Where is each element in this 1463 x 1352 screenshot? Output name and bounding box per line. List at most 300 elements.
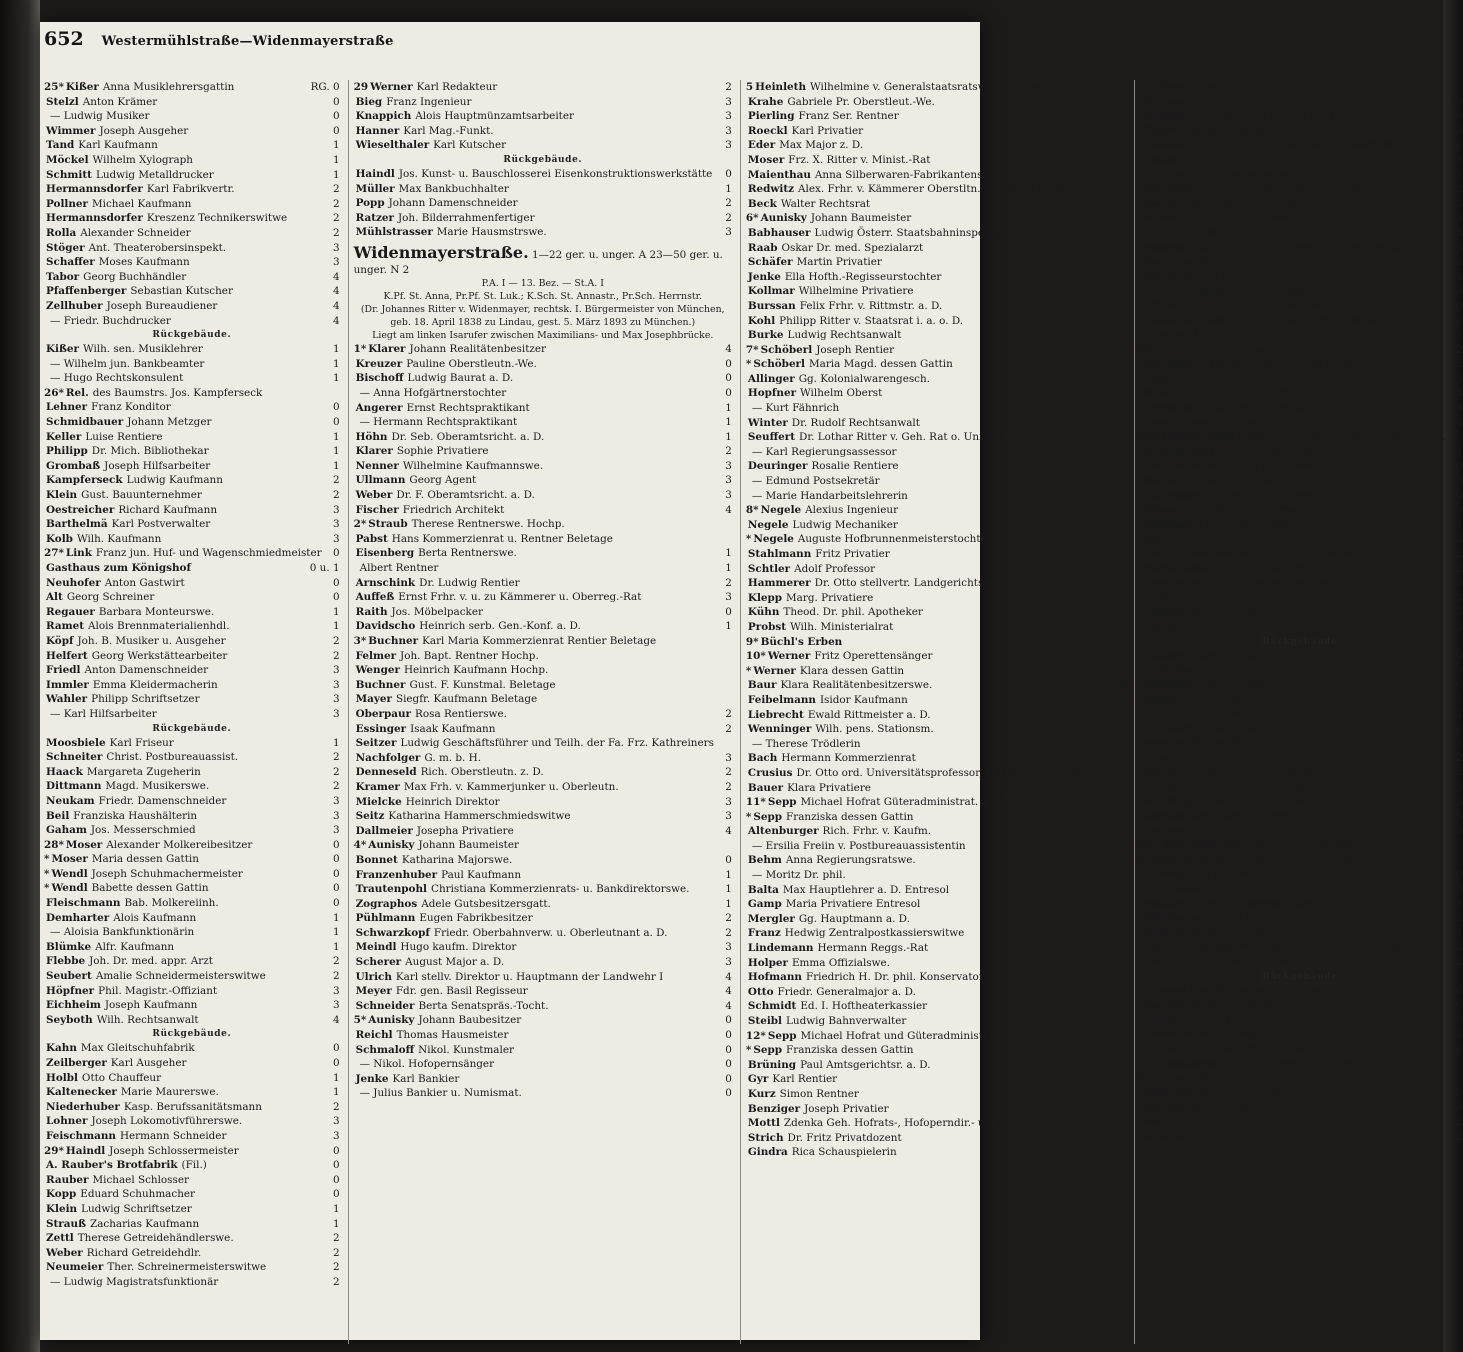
resident-entry: [354, 503, 732, 518]
resident-entry: [354, 342, 732, 357]
resident-details: Therese Getreidehändlerswe.: [77, 1232, 234, 1245]
floor-number: 3: [1119, 153, 1126, 166]
resident-entry: [354, 1028, 732, 1043]
resident-surname: Kampferseck: [46, 474, 123, 487]
floor-number: 4: [1119, 329, 1126, 342]
resident-details: Zdenka Geh. Hofrats-, Hofoperndir.- u. Generalmusikdir.-We.: [783, 1117, 1104, 1130]
resident-details: Joseph Schuhmachermeister: [91, 867, 243, 880]
resident-details: Joseph Rentier: [816, 343, 895, 356]
resident-surname: Rel.: [65, 386, 89, 399]
resident-surname: Link: [65, 547, 92, 560]
resident-details: Wilhelm Xylograph: [92, 153, 193, 166]
floor-number: 2: [725, 81, 732, 93]
floor-number: 0: [1119, 1073, 1126, 1086]
floor-number: 2: [725, 445, 732, 458]
resident-details: Marg. Privatiere: [786, 591, 874, 604]
resident-surname: Werner: [767, 650, 811, 663]
resident-surname: Bieg: [355, 95, 383, 108]
resident-details: Wilhelmine v. Generalstaatsratswe. Exzellenz: [810, 81, 1050, 93]
resident-surname: Davidscho: [355, 620, 416, 633]
floor-number: 3: [1456, 606, 1463, 619]
resident-details: Rosalie Rentiere: [811, 460, 899, 473]
resident-details: Dr. Mich. Bibliothekar: [91, 445, 209, 458]
resident-surname: Lehner: [46, 401, 88, 414]
resident-surname: Müller: [355, 182, 395, 195]
resident-details: Konrad Tapezierer: [1206, 1101, 1305, 1114]
floor-number: 3: [332, 1115, 340, 1128]
resident-details: Johann Baubesitzer: [418, 1014, 522, 1027]
resident-entry: [746, 751, 1126, 766]
resident-surname: Popp: [355, 197, 385, 210]
resident-entry: [746, 1058, 1126, 1073]
resident-details: — Karl Hilfsarbeiter: [50, 707, 157, 720]
resident-entry: [1140, 940, 1463, 955]
floor-number: 0: [1456, 649, 1463, 662]
house-number: *: [745, 664, 752, 677]
resident-surname: Schmid: [1141, 984, 1186, 997]
floor-number: 2: [1456, 751, 1463, 764]
resident-details: Dr. Otto stellvertr. Landgerichtsdirektor: [814, 577, 1027, 590]
resident-entry: [354, 970, 732, 985]
floor-number: 2: [1119, 591, 1126, 604]
resident-surname: Jenke: [355, 1072, 389, 1085]
resident-details: Joseph Tischler: [1195, 926, 1277, 939]
resident-surname: Stelzl: [46, 95, 79, 108]
resident-surname: Möckel: [46, 153, 89, 166]
resident-details: Otto Chauffeur: [81, 1071, 162, 1084]
floor-number: 0: [1119, 854, 1126, 867]
floor-number: 1: [1456, 445, 1463, 458]
floor-number: 3: [1119, 766, 1126, 779]
floor-number: 0: [725, 1087, 732, 1100]
resident-entry: [746, 1116, 1126, 1131]
house-number: 14*: [1139, 81, 1160, 93]
resident-entry: [44, 342, 340, 357]
floor-number: 0: [332, 124, 340, 137]
resident-entry: [44, 590, 340, 605]
resident-entry: [354, 1013, 732, 1028]
resident-surname: Reitmeier: [1147, 1072, 1205, 1085]
resident-details: Friedr. Oberbahnverw. u. Oberleutnant a. D.: [433, 926, 668, 939]
floor-number: 0: [1119, 562, 1126, 575]
resident-entry: [1140, 853, 1463, 868]
resident-surname: Meyer: [355, 985, 392, 998]
house-number: 20*: [1139, 839, 1160, 852]
resident-details: Xaver Taglöhner: [1190, 649, 1278, 662]
resident-surname: Thuringia: [1161, 285, 1220, 298]
resident-details: Wilh. Rechtsanwalt: [96, 1013, 199, 1026]
resident-details: Dr. Seb. Oberamtsricht. a. D.: [391, 430, 545, 443]
floor-number: 3: [1456, 212, 1463, 225]
resident-surname: Reitmeier: [1147, 853, 1205, 866]
resident-entry: [44, 605, 340, 620]
resident-details: Alex. Frhr. v. Kämmerer Oberstltn. u. Leit. d. Gend.-Schule: [798, 183, 1108, 196]
resident-surname: Moosbiele: [46, 736, 106, 749]
resident-entry: [746, 795, 1126, 810]
resident-entry: [44, 386, 340, 401]
resident-details: Franziska dessen Gattin: [786, 810, 914, 823]
resident-entry: [1140, 255, 1463, 270]
floor-number: 0: [1119, 387, 1126, 400]
resident-entry: [354, 1043, 732, 1058]
resident-details: Fdr. gen. Basil Regisseur: [395, 985, 528, 998]
resident-surname: Kaltenecker: [46, 1086, 117, 1099]
floor-number: 0: [332, 1057, 340, 1069]
resident-surname: Schmitz: [1141, 212, 1189, 225]
resident-entry: [1140, 430, 1463, 445]
resident-surname: Scherer: [355, 956, 402, 969]
resident-details: Franziska dessen Gattin: [786, 1044, 914, 1057]
resident-surname: Keller: [46, 430, 82, 443]
resident-surname: Benediter: [1161, 1057, 1220, 1070]
resident-details: Gg. Hauptmann a. D.: [798, 912, 910, 925]
resident-details: Ed. I. Hoftheaterkassier: [800, 1000, 928, 1013]
floor-number: 0: [332, 853, 340, 866]
resident-surname: Gstipl: [1141, 606, 1177, 619]
floor-number: 4: [1119, 197, 1126, 210]
resident-details: Karl Bankier: [392, 1072, 460, 1085]
resident-surname: Büchl's Erben: [760, 635, 843, 648]
house-number: *: [745, 358, 752, 371]
floor-number: 1: [1119, 110, 1126, 123]
resident-surname: Schmidt: [747, 1000, 797, 1013]
resident-entry: [44, 1187, 340, 1202]
floor-number: 3: [725, 226, 732, 239]
resident-surname: Aunisky: [760, 212, 807, 225]
resident-entry: [44, 1013, 340, 1028]
resident-entry: [1140, 1013, 1463, 1028]
resident-entry: [354, 371, 732, 386]
resident-details: Josepha Privatiere: [416, 824, 514, 837]
street-heading: [353, 242, 732, 277]
resident-surname: Schöberl: [753, 358, 805, 371]
resident-details: Friedr. Generalmajor a. D.: [777, 985, 916, 998]
floor-number: 1: [1119, 737, 1126, 750]
resident-entry: [44, 109, 340, 124]
resident-details: Karl Redakteur: [416, 81, 498, 93]
resident-surname: Klepp: [747, 591, 783, 604]
resident-surname: Mayer: [355, 693, 392, 706]
floor-number: 2: [332, 765, 340, 778]
resident-surname: Babhauser: [747, 226, 811, 239]
resident-entry: [746, 284, 1126, 299]
house-number: 10*: [745, 650, 766, 663]
resident-details: Margareta Zugeherin: [86, 765, 201, 778]
resident-details: Gg. Hausmeister: [1199, 124, 1289, 137]
floor-number: 4: [1119, 1117, 1126, 1130]
resident-surname: Gilch: [1141, 1013, 1173, 1026]
resident-entry: [354, 911, 732, 926]
floor-number: 4: [1456, 270, 1463, 283]
resident-entry: [746, 635, 1126, 650]
rear-building-heading: Rückgebäude.: [1262, 636, 1342, 647]
book-binding-shadow: [0, 0, 40, 1352]
resident-details: Georg Schreiner: [1189, 824, 1277, 837]
resident-surname: Hitzler: [1141, 299, 1183, 312]
resident-details: Karl Dr. jur. Bankdirektor: [1181, 372, 1316, 385]
resident-surname: Roeckl: [747, 124, 788, 137]
floor-number: 0: [1119, 372, 1126, 385]
resident-surname: Ramet: [46, 620, 85, 633]
floor-number: 3: [725, 489, 732, 502]
page-header: [44, 28, 1443, 68]
floor-number: 0: [1119, 693, 1126, 706]
resident-surname: Klein: [46, 1202, 78, 1215]
resident-surname: Buchner: [355, 678, 406, 691]
house-number: *: [745, 1044, 752, 1057]
house-number: *: [44, 882, 50, 895]
floor-number: 0: [1456, 285, 1463, 298]
resident-surname: Simon: [1141, 270, 1179, 283]
resident-entry: [746, 649, 1126, 664]
resident-details: — Ersilia Freiin v. Postbureauassistentin: [751, 839, 966, 852]
resident-entry: [746, 80, 1126, 95]
resident-entry: [44, 357, 340, 372]
floor-number: 2: [725, 576, 732, 589]
resident-entry: [44, 649, 340, 664]
resident-entry: [354, 780, 732, 795]
resident-entry: [44, 1114, 340, 1129]
resident-surname: Blümke: [46, 940, 92, 953]
resident-entry: [1140, 314, 1463, 329]
floor-number: 3: [1456, 197, 1463, 210]
resident-surname: Kißer: [46, 343, 79, 356]
resident-surname: Fischer: [1141, 824, 1186, 837]
floor-number: 3: [332, 794, 340, 807]
resident-entry: [746, 722, 1126, 737]
resident-entry: [746, 839, 1126, 854]
resident-details: Hans Bankdirektor: [1205, 256, 1306, 269]
resident-surname: Thorwart: [1141, 124, 1196, 137]
resident-entry: [1140, 882, 1463, 897]
resident-entry: [1140, 372, 1463, 387]
resident-details: Luise Rentiere: [85, 430, 163, 443]
resident-details: Robert Dr. jur.: [1182, 270, 1258, 283]
floor-number: 3: [725, 459, 732, 472]
floor-number: 3: [332, 1129, 340, 1142]
resident-details: Ther. Schreinermeisterswitwe: [107, 1261, 267, 1274]
resident-surname: Otto: [747, 985, 774, 998]
resident-surname: Thaw: [1141, 416, 1173, 429]
resident-surname: Negele: [760, 504, 802, 517]
resident-entry: [44, 881, 340, 896]
resident-details: Ludwig Kaufmann: [126, 474, 223, 487]
floor-number: 0: [332, 897, 340, 910]
resident-details: Fritz Kammersänger: [1194, 168, 1305, 181]
resident-surname: Maienthau: [747, 168, 811, 181]
resident-entry: [1140, 182, 1463, 197]
resident-entry: [354, 401, 732, 416]
resident-entry: [746, 1087, 1126, 1102]
resident-surname: Werner: [370, 81, 413, 93]
resident-surname: Buchner: [368, 635, 419, 647]
resident-details: — Marie Handarbeitslehrerin: [751, 489, 908, 502]
resident-entry: [354, 1057, 732, 1072]
floor-number: 1: [1119, 942, 1126, 955]
resident-surname: Niederhuber: [46, 1100, 120, 1113]
resident-entry: [746, 270, 1126, 285]
resident-details: Paul Amtsgerichtsr. a. D.: [800, 1058, 931, 1071]
resident-details: Michael Hofrat Güteradministrat. a. D.: [800, 796, 1006, 809]
resident-surname: Mottl: [747, 1117, 780, 1130]
resident-entry: [1140, 80, 1463, 95]
resident-surname: Wenninger: [747, 723, 812, 736]
resident-surname: Feischmann: [46, 1129, 116, 1142]
resident-entry: [1140, 824, 1463, 839]
resident-surname: Kohwagner: [1141, 678, 1208, 691]
resident-details: Anton Zimmermann: [1197, 664, 1304, 677]
floor-number: 0: [1119, 1058, 1126, 1071]
resident-surname: Kreitmayr: [1141, 883, 1202, 896]
resident-surname: Dittmann: [46, 780, 102, 793]
floor-number: 1: [1456, 926, 1463, 939]
floor-number: 3: [332, 256, 340, 269]
resident-entry: [44, 532, 340, 547]
resident-surname: Friedl: [46, 664, 81, 677]
house-number: 11*: [745, 796, 766, 809]
floor-number: 1: [1456, 168, 1463, 181]
resident-surname: Stöger: [46, 241, 85, 254]
resident-surname: Neumaier: [1141, 751, 1200, 764]
resident-entry: [1140, 284, 1463, 299]
rear-building-heading: Rückgebäude.: [1262, 971, 1342, 982]
resident-surname: Remshard: [1141, 256, 1202, 269]
floor-number: 2: [1456, 183, 1463, 196]
resident-details: Michael Ausgeher: [1193, 95, 1290, 108]
resident-entry: [354, 984, 732, 999]
floor-number: 4: [725, 824, 732, 837]
resident-surname: Pfaffenberger: [46, 285, 127, 298]
house-number: 9*: [745, 635, 759, 648]
resident-entry: [354, 619, 732, 634]
resident-entry: [354, 882, 732, 897]
floor-number: 2: [332, 970, 340, 983]
resident-surname: Schmaloff: [355, 1043, 415, 1056]
resident-details: Therese Rentnerswe. Hochp.: [411, 518, 565, 531]
street-note: P.A. I — 13. Bez. — St.A. I: [481, 278, 604, 290]
resident-surname: Kohl: [747, 314, 776, 327]
floor-number: 1: [332, 168, 340, 181]
resident-entry: [44, 1260, 340, 1275]
resident-entry: [354, 430, 732, 445]
resident-details: Max Hauptlehrer a. D. Entresol: [782, 883, 950, 896]
resident-entry: [354, 488, 732, 503]
floor-number: 1: [1119, 95, 1126, 108]
resident-entry: [1140, 226, 1463, 241]
resident-entry: [44, 517, 340, 532]
resident-entry: [354, 211, 732, 226]
resident-surname: Lohner: [46, 1115, 88, 1128]
resident-surname: Barthelmä: [46, 518, 108, 531]
floor-number: 3: [1456, 577, 1463, 590]
floor-number: 3: [1119, 299, 1126, 312]
resident-details: Georg Schreiner: [66, 591, 155, 604]
resident-entry: [1140, 357, 1463, 372]
resident-details: Katharina Hammerschmiedswitwe: [388, 810, 571, 823]
resident-entry: [746, 211, 1126, 226]
resident-details: Ludwig Mechaniker: [792, 518, 898, 531]
resident-entry: [44, 911, 340, 926]
floor-number: 2: [332, 751, 340, 764]
resident-details: Max Frh. v. Kammerjunker u. Oberleutn.: [403, 780, 619, 793]
floor-number: 1: [332, 372, 340, 385]
resident-entry: [44, 663, 340, 678]
resident-surname: Bonnet: [355, 853, 398, 866]
resident-surname: Neukam: [46, 794, 95, 807]
resident-details: Barbara Monteurswe.: [98, 605, 215, 618]
resident-entry: [746, 474, 1126, 489]
resident-details: Wilhelmine Kaufmannswe.: [402, 459, 544, 472]
resident-surname: Wieselthaler: [355, 139, 430, 152]
resident-surname: Wenger: [355, 664, 400, 677]
floor-number: 4: [332, 299, 340, 312]
resident-details: Adolf Professor: [794, 562, 876, 575]
resident-details: Auguste Hofbrunnenmeisterstochter: [797, 533, 992, 546]
resident-entry: [354, 809, 732, 824]
resident-entry: [44, 707, 340, 722]
resident-entry: [44, 940, 340, 955]
resident-surname: Beck: [747, 197, 777, 210]
resident-surname: Sepp: [767, 796, 797, 809]
floor-number: 1: [725, 868, 732, 881]
resident-details: Simon Instrumentenmach.: [1187, 780, 1328, 793]
resident-surname: Dellerer: [1141, 897, 1190, 910]
floor-number: 1: [332, 736, 340, 749]
floor-number: 1: [1456, 722, 1463, 735]
resident-details: Wilh. Ministerialrat: [790, 620, 894, 633]
resident-details: Joh. B. Musiker u. Ausgeher: [77, 634, 226, 647]
resident-entry: [354, 736, 732, 751]
resident-details: Rosa Rentierswe.: [415, 707, 507, 720]
resident-surname: Moser: [747, 153, 785, 166]
resident-details: Bab. Molkereiinh.: [124, 897, 219, 910]
floor-number: 0: [1456, 504, 1463, 517]
floor-number: 3: [1456, 795, 1463, 808]
floor-number: 2: [332, 183, 340, 196]
resident-entry: [354, 722, 732, 737]
resident-surname: Sepp: [767, 1029, 797, 1042]
house-number: 4*: [353, 839, 367, 852]
floor-number: 2: [332, 1246, 340, 1259]
street-note: K.Pf. St. Anna, Pr.Pf. St. Luk.; K.Sch. St. Annastr., Pr.Sch. Herrnstr.: [383, 291, 703, 303]
resident-entry: [44, 925, 340, 940]
floor-number: 0: [725, 1072, 732, 1085]
resident-surname: Rolla: [46, 226, 77, 239]
resident-surname: Feibelmann: [747, 693, 816, 706]
floor-number: 0: [332, 1159, 340, 1172]
resident-details: Joseph Stukkateur: [1207, 912, 1305, 925]
resident-surname: Maier: [1141, 343, 1177, 356]
resident-details: — Emilie Schneidermeisterswe.: [1145, 1043, 1314, 1055]
resident-surname: Hopfner: [747, 387, 797, 400]
resident-surname: Immler: [46, 678, 89, 691]
directory-columns: [44, 80, 1463, 1344]
resident-surname: Werner: [753, 664, 796, 677]
floor-number: 3: [1119, 445, 1126, 458]
house-number: 18*: [1139, 431, 1160, 444]
floor-number: 3: [332, 999, 340, 1012]
floor-number: 1: [1456, 897, 1463, 910]
resident-entry: [1140, 722, 1463, 737]
resident-details: Karl Postverwalter: [111, 518, 211, 531]
resident-entry: [1140, 1086, 1463, 1101]
resident-surname: Haindl: [355, 167, 395, 180]
resident-details: Bonifaz Taglöhner: [1176, 1013, 1273, 1026]
resident-details: Alexius Ingenieur: [805, 504, 899, 517]
floor-number: 1: [332, 1071, 340, 1084]
resident-entry: [1140, 678, 1463, 693]
floor-number: 2: [332, 780, 340, 793]
